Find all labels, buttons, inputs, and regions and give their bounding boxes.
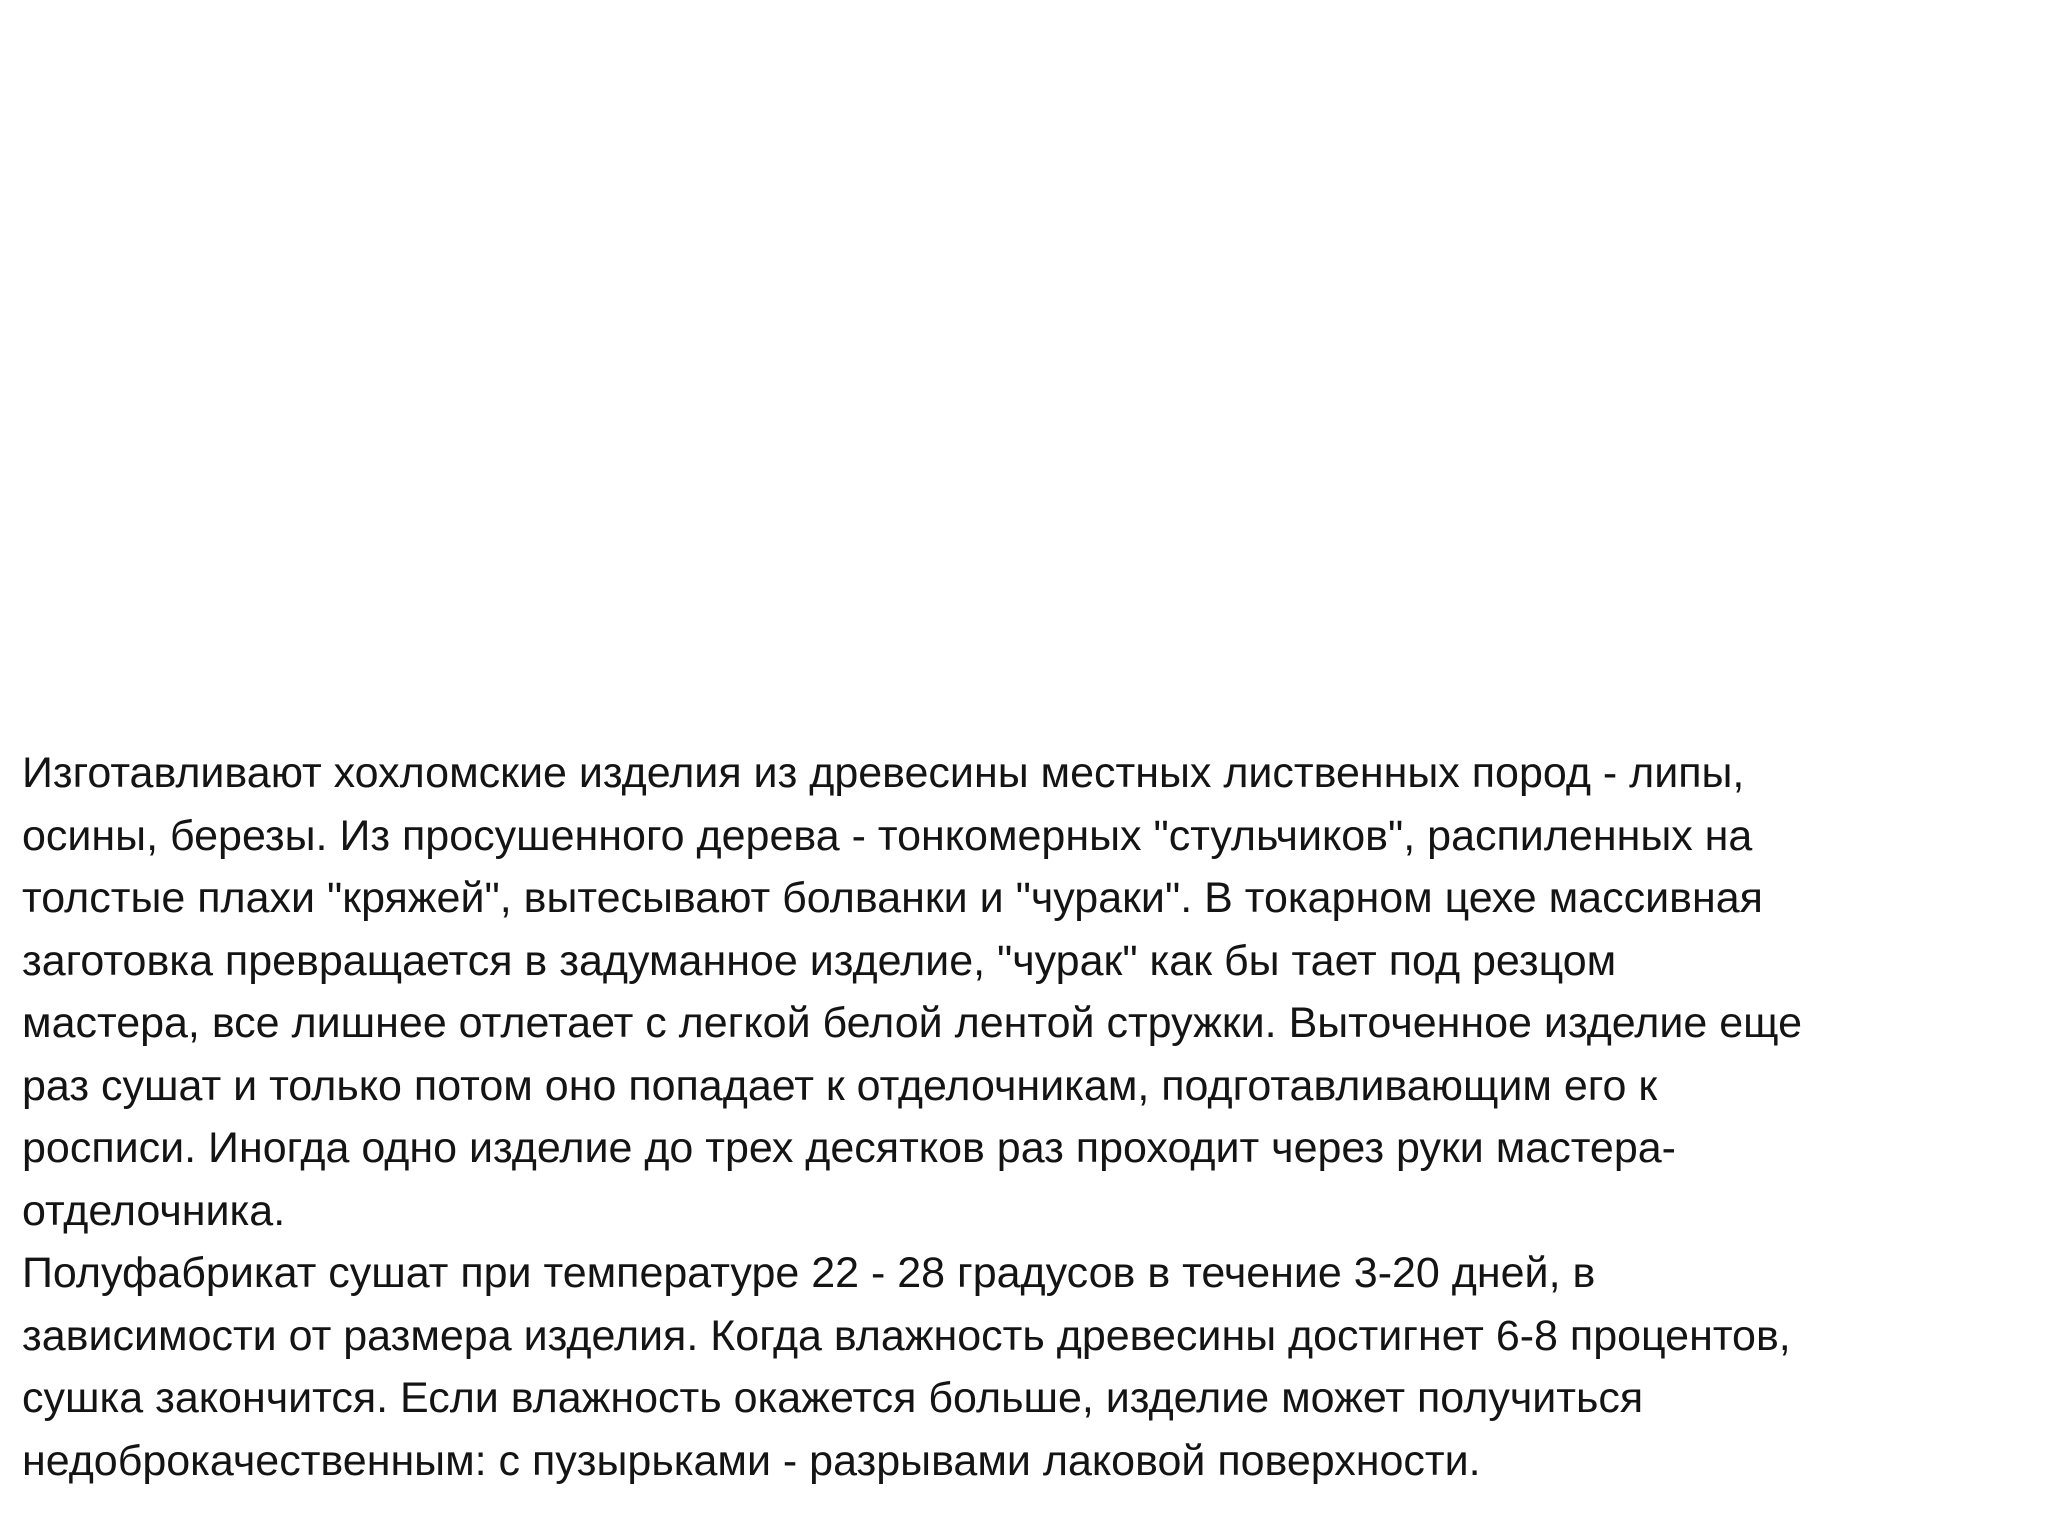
- text-line: толстые плахи "кряжей", вытесывают болванки и "чураки". В токарном цехе массивная: [22, 874, 1763, 922]
- text-line: отделочника.: [22, 1186, 286, 1235]
- text-line: мастера, все лишнее отлетает с легкой белой лентой стружки. Выточенное изделие еще: [22, 999, 1802, 1047]
- text-line: Полуфабрикат сушат при температуре 22 - 28 градусов в течение 3-20 дней, в: [22, 1249, 1596, 1297]
- text-line: росписи. Иногда одно изделие до трех десятков раз проходит через руки мастера-: [22, 1124, 1676, 1172]
- text-line: сушка закончится. Если влажность окажется больше, изделие может получиться: [22, 1374, 1644, 1422]
- text-line: осины, березы. Из просушенного дерева - тонкомерных "стульчиков", распиленных на: [22, 811, 1753, 860]
- text-line: Изготавливают хохломские изделия из древесины местных лиственных пород - липы,: [22, 749, 1745, 797]
- body-text: [22, 742, 2022, 1492]
- text-line: раз сушат и только потом оно попадает к отделочникам, подготавливающим его к: [22, 1061, 1658, 1110]
- text-line: зависимости от размера изделия. Когда влажность древесины достигнет 6-8 процентов,: [22, 1311, 1791, 1360]
- text-line: недоброкачественным: с пузырьками - разрывами лаковой поверхности.: [22, 1436, 1481, 1485]
- text-line: заготовка превращается в задуманное изделие, "чурак" как бы тает под резцом: [22, 936, 1617, 985]
